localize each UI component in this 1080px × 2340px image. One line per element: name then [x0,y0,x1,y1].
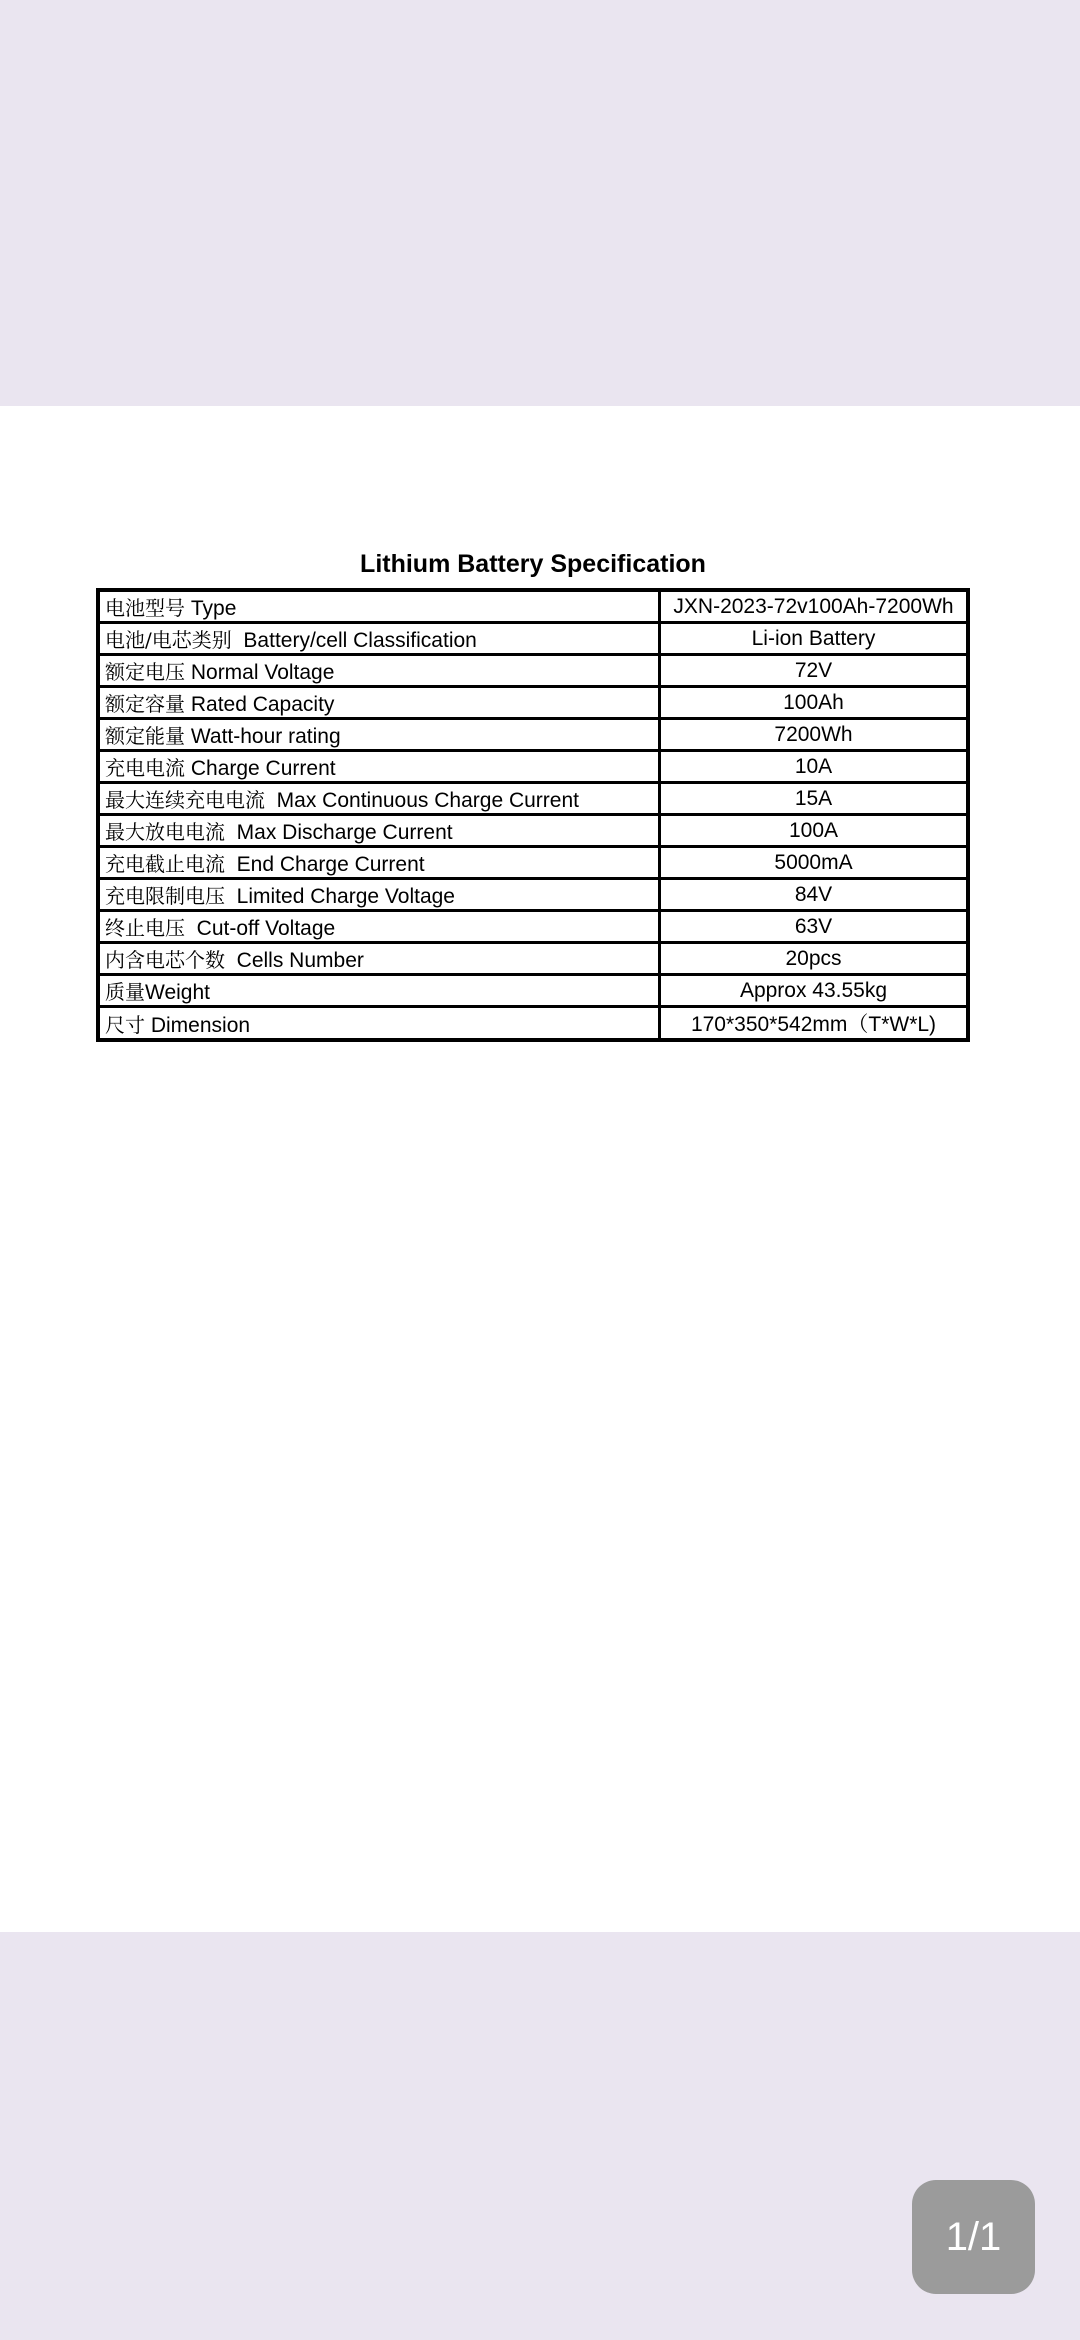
row-label [98,943,660,975]
table-row [98,815,968,847]
table-row [98,719,968,751]
row-value: 7200Wh [660,719,969,751]
label-en: Cells Number [236,949,364,972]
table-row [98,879,968,911]
row-value: JXN-2023-72v100Ah-7200Wh [660,590,969,623]
label-en: Dimension [150,1013,251,1037]
row-label [98,623,660,655]
row-value: 5000mA [660,847,969,879]
row-label [98,1007,660,1041]
table-row [98,590,968,623]
spec-table [96,588,970,1042]
table-row [98,687,968,719]
label-zh: 最大连续充电电流 [105,788,265,812]
label-en: Battery/cell Classification [243,629,477,652]
row-label [98,911,660,943]
label-zh: 额定电压 [105,660,185,684]
label-en: Watt-hour rating [190,725,341,748]
table-row [98,655,968,687]
page-indicator[interactable]: 1/1 [912,2180,1035,2294]
row-label [98,751,660,783]
label-en: Normal Voltage [190,661,335,684]
label-zh: 尺寸 [105,1012,145,1037]
table-row [98,623,968,655]
row-value: 20pcs [660,943,969,975]
row-value: Approx 43.55kg [660,975,969,1007]
row-value: 63V [660,911,969,943]
row-value: 84V [660,879,969,911]
label-en: Max Continuous Charge Current [276,789,579,812]
table-row [98,847,968,879]
label-zh: 充电限制电压 [105,884,225,908]
row-label [98,815,660,847]
row-label [98,687,660,719]
row-value: 72V [660,655,969,687]
label-en: Type [190,597,237,620]
label-zh: 充电截止电流 [105,852,225,876]
label-zh: 最大放电电流 [105,820,225,844]
table-row [98,783,968,815]
row-value: Li-ion Battery [660,623,969,655]
label-en: Max Discharge Current [236,821,453,844]
label-zh: 电池/电芯类别 [105,628,232,652]
label-zh: 额定容量 [105,692,185,716]
row-label [98,655,660,687]
table-row [98,975,968,1007]
table-row [98,911,968,943]
table-row [98,751,968,783]
label-zh: 额定能量 [105,724,185,748]
label-en: End Charge Current [236,853,425,876]
document-title: Lithium Battery Specification [360,550,706,578]
label-zh: 终止电压 [105,916,185,940]
row-label [98,590,660,623]
label-zh: 质量 [105,980,145,1004]
row-value: 100A [660,815,969,847]
row-label [98,783,660,815]
label-en: Limited Charge Voltage [236,885,455,908]
row-label [98,879,660,911]
row-value: 100Ah [660,687,969,719]
label-zh: 内含电芯个数 [105,948,225,972]
row-value: 170*350*542mm（T*W*L) [660,1007,969,1041]
table-row [98,1007,968,1041]
row-label [98,847,660,879]
table-row [98,943,968,975]
row-label [98,975,660,1007]
label-en: Weight [145,981,210,1004]
label-en: Rated Capacity [190,693,335,716]
row-value: 10A [660,751,969,783]
label-zh: 充电电流 [105,756,185,780]
row-label [98,719,660,751]
label-en: Cut-off Voltage [196,917,336,940]
label-zh: 电池型号 [105,596,185,620]
row-value: 15A [660,783,969,815]
label-en: Charge Current [190,757,336,780]
